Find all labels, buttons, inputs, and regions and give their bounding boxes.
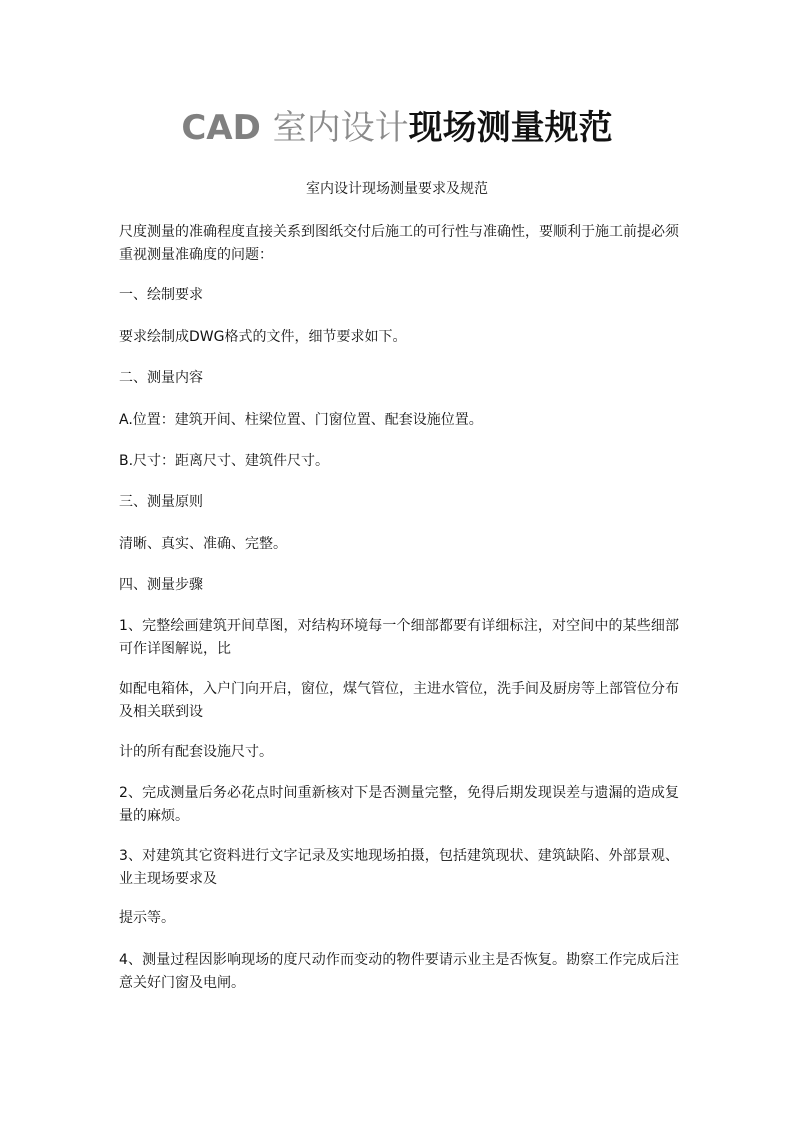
title-measure-spec: 现场测量规范 [408, 108, 613, 148]
document-subtitle: 室内设计现场测量要求及规范 [306, 181, 488, 197]
paragraph-step-1a: 1、完整绘画建筑开间草图，对结构环境每一个细部都要有详细标注，对空间中的某些细部可作详图解说，比 [119, 618, 679, 657]
title-interior-design: 室内设计 [272, 108, 409, 148]
title-cad: CAD [181, 108, 261, 148]
paragraph-size: B.尺寸：距离尺寸、建筑件尺寸。 [119, 453, 330, 469]
paragraph-step-3a: 3、对建筑其它资料进行文字记录及实地现场拍摄，包括建筑现状、建筑缺陷、外部景观、业主现场要求及 [119, 848, 679, 887]
heading-measurement-content: 二、测量内容 [119, 370, 203, 386]
heading-drawing-requirements: 一、绘制要求 [119, 287, 203, 303]
paragraph-step-3b: 提示等。 [119, 910, 175, 926]
paragraph-step-2: 2、完成测量后务必花点时间重新核对下是否测量完整，免得后期发现误差与遗漏的造成复量的麻烦。 [119, 785, 679, 824]
paragraph-position: A.位置：建筑开间、柱梁位置、门窗位置、配套设施位置。 [119, 412, 483, 428]
paragraph-step-1b: 如配电箱体，入户门向开启，窗位，煤气管位，主进水管位，洗手间及厨房等上部管位分布及相关联到设 [119, 681, 679, 720]
heading-measurement-principles: 三、测量原则 [119, 494, 203, 510]
paragraph-drawing-requirements: 要求绘制成DWG格式的文件，细节要求如下。 [119, 329, 407, 345]
paragraph-principles: 清晰、真实、准确、完整。 [119, 536, 287, 552]
heading-measurement-steps: 四、测量步骤 [119, 577, 203, 593]
document-title [0, 104, 794, 152]
paragraph-step-4: 4、测量过程因影响现场的度尺动作而变动的物件要请示业主是否恢复。勘察工作完成后注意关好门窗及电闸。 [119, 952, 679, 991]
paragraph-intro: 尺度测量的准确程度直接关系到图纸交付后施工的可行性与准确性，要顺利于施工前提必须重视测量准确度的问题： [119, 224, 679, 263]
paragraph-step-1c: 计的所有配套设施尺寸。 [119, 744, 273, 760]
